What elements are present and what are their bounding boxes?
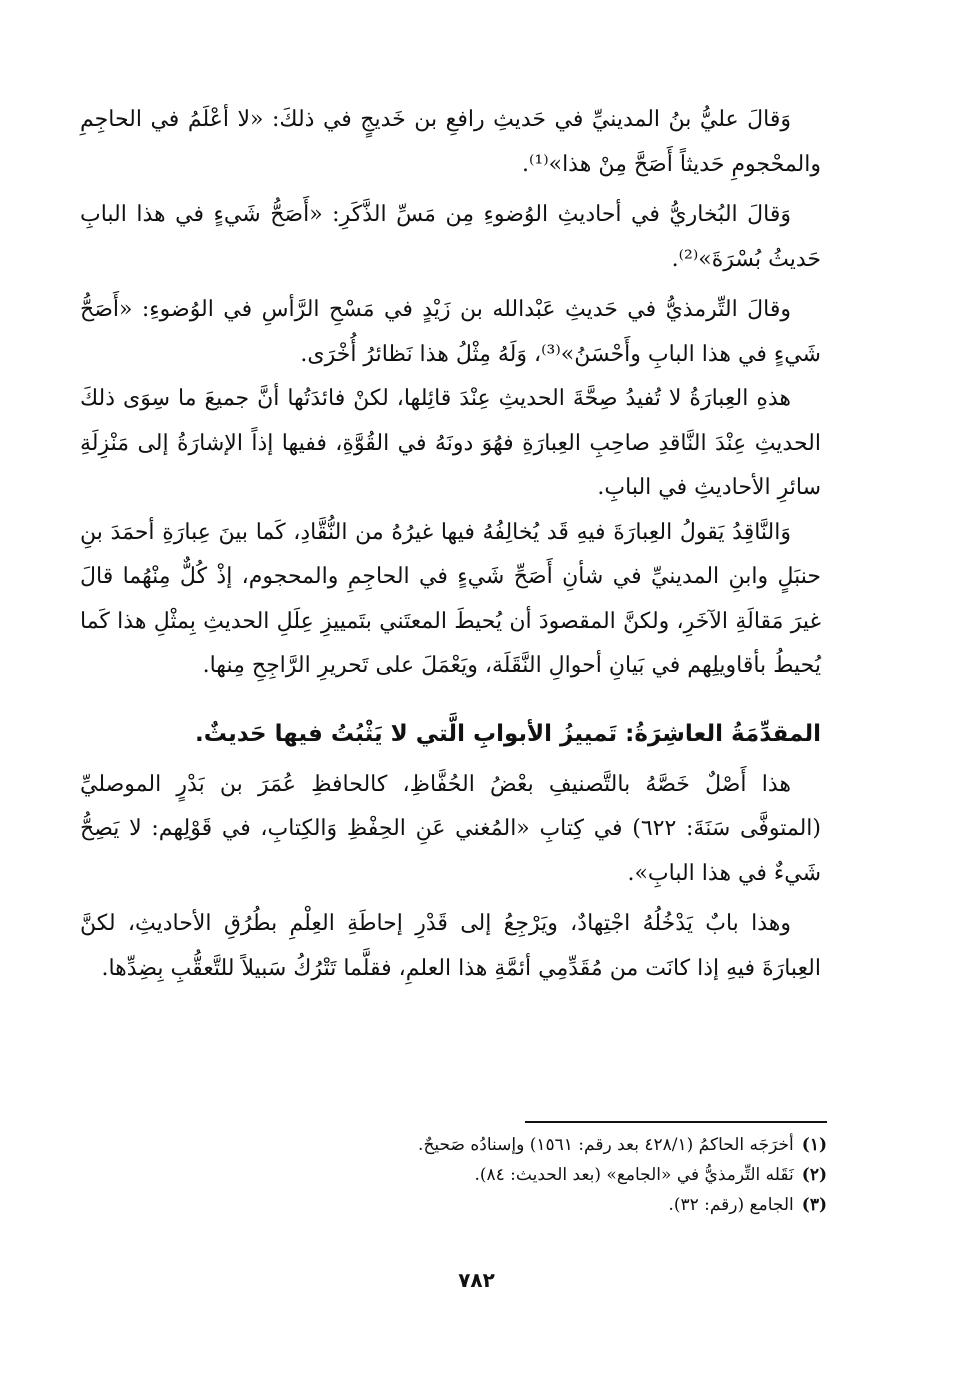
paragraph-bukhari: وَقالَ البُخاريُّ في أحاديثِ الوُضوءِ مِن مَسِّ الذَّكَرِ: «أَصَحُّ شَيءٍ في هذا البابِ حَديثُ بُسْرَةَ»⁽²⁾. <box>80 202 821 272</box>
section-heading: المقدِّمَةُ العاشِرَةُ: تَمييزُ الأبوابِ الَّتي لا يَثْبُتُ فيها حَديثٌ. <box>195 720 821 747</box>
paragraph-phrase-meaning: هذهِ العِبارَةُ لا تُفيدُ صِحَّةَ الحديثِ عِنْدَ قائِلها، لكنْ فائدَتُها أنَّ جميعَ ما سِوَى ذلكَ الحديثِ عِنْدَ النَّاقدِ صاحِبِ العِبارَةِ فهُوَ دونَهُ في القُوَّةِ، ففيها إذاً الإشارَةُ إلى مَنْزِلَةِ سائرِ الأحاديثِ في البابِ. <box>80 386 821 500</box>
footnote-item <box>127 1130 827 1160</box>
footnote-text: الجامع (رقم: ٣٢). <box>668 1195 794 1215</box>
footnote-item <box>127 1160 827 1190</box>
footnote-number: (٣) <box>801 1195 827 1215</box>
footnote-text: نَقَله التِّرمذيُّ في «الجامع» (بعد الحديث: ٨٤). <box>474 1165 794 1185</box>
paragraph-tirmidhi: وقالَ التِّرمذيُّ في حَديثِ عَبْدالله بن زَيْدٍ في مَسْحِ الرَّأسِ في الوُضوءِ: «أَصَحُّ شَيءٍ في هذا البابِ وأَحْسَنُ»⁽³⁾، وَلَهُ مِثْلُ هذا نَظائرُ أُخْرَى. <box>80 297 821 367</box>
footnotes <box>127 1130 827 1220</box>
footnote-number: (١) <box>801 1135 827 1155</box>
footnote-number: (٢) <box>801 1165 827 1185</box>
footnote-text: أخرَجَه الحاكمُ (٤٢٨/١ بعد رقم: ١٥٦١) وإسنادُه صَحيحٌ. <box>418 1135 794 1155</box>
footnote-item <box>127 1190 827 1220</box>
paragraph-critic-disagreement: وَالنَّاقِدُ يَقولُ العِبارَةَ فيهِ قَد يُخالِفُهُ فيها غيرُهُ من النُّقَّادِ، كَما بينَ عِبارَةِ أحمَدَ بنِ حنبَلٍ وابنِ المدينيِّ في شأنِ أَصَحِّ شَيءٍ في الحاجِمِ والمحجوم، إذْ كُلٌّ مِنْهُما قالَ غيرَ مَقالَةِ الآخَرِ، ولكنَّ المقصودَ أن يُحيطَ المعتَني بتَمييزِ عِلَلِ الحديثِ بِمثْلِ هذا كَما يُحيطُ بأقاويلِهم في بَيانِ أحوالِ النَّقَلَة، ويَعْمَلَ على تَحريرِ الرَّاجِحِ مِنها. <box>80 519 821 678</box>
paragraph-ijtihad: وهذا بابٌ يَدْخُلُهُ اجْتِهادٌ، ويَرْجِعُ إلى قَدْرِ إحاطَةِ العِلْمِ بطُرُقِ الأحاديثِ، لكنَّ العِبارَةَ فيهِ إذا كانَت من مُقَدِّمِي أئمَّةِ هذا العلمِ، فقلَّما تَتْرُكُ سَبيلاً للتَّعقُّبِ بِضِدِّها. <box>80 911 821 981</box>
paragraph-compilation: هذا أَصْلٌ خَصَّهُ بالتَّصنيفِ بعْضُ الحُفَّاظِ، كالحافظِ عُمَرَ بن بَدْرٍ الموصليِّ (المتوفَّى سَنَةَ: ٦٢٢) في كِتابِ «المُغني عَنِ الحِفْظِ وَالكِتابِ، في قَوْلِهم: لا يَصِحُّ شَيءٌ في هذا البابِ». <box>80 771 821 886</box>
page-number: ٧٨٢ <box>458 1268 495 1292</box>
footnote-divider <box>525 1121 827 1123</box>
paragraph-ibn-madini: وَقالَ عليُّ بنُ المدينيِّ في حَديثِ رافعِ بن خَديجٍ في ذلكَ: «لا أعْلَمُ في الحاجِمِ والمحْجومِ حَديثاً أَصَحَّ مِنْ هذا»⁽¹⁾. <box>80 107 821 177</box>
